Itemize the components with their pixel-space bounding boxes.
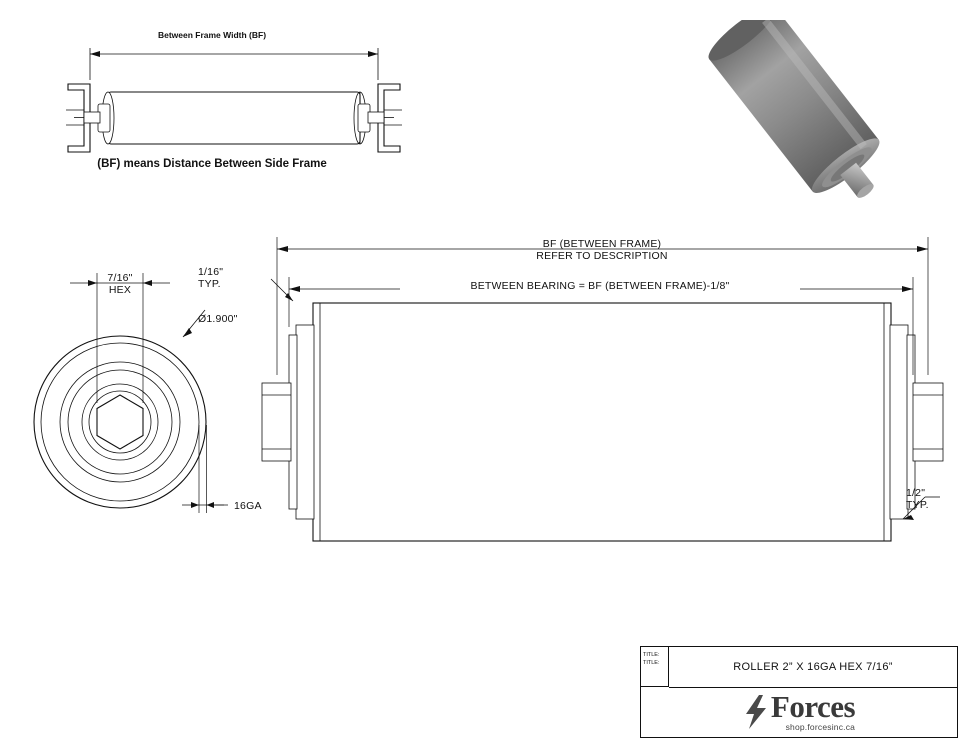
hex-dimension-text-line1: 7/16" [107, 272, 133, 284]
company-logo [641, 687, 957, 737]
typ-left-leader [271, 279, 293, 301]
between-bearing-dimension-text: BETWEEN BEARING = BF (BETWEEN FRAME)-1/8" [400, 280, 800, 292]
bf-caption: (BF) means Distance Between Side Frame [97, 158, 327, 170]
side-view [262, 303, 943, 541]
roller-3d-render [680, 20, 940, 220]
title-label-1: TITLE: [643, 652, 660, 658]
typ-left-text-line2: TYP. [198, 278, 221, 290]
hex-dimension-text-line2: HEX [108, 284, 132, 296]
lightning-bolt-icon [743, 695, 769, 729]
typ-right-text-line2: TYP. [906, 499, 929, 511]
bf-illustration-svg [22, 18, 402, 178]
end-view [34, 336, 206, 508]
title-block-label-cell [641, 647, 669, 687]
typ-right-text-line1: 1/2" [906, 487, 926, 499]
diameter-text: Ø1.900" [198, 313, 238, 325]
bf-dimension-text-line2: REFER TO DESCRIPTION [536, 250, 668, 262]
roller-3d-svg [680, 20, 940, 220]
typ-left-text-line1: 1/16" [198, 266, 224, 278]
between-frame-illustration [22, 18, 402, 178]
logo-website: shop.forcesinc.ca [785, 722, 856, 733]
bf-dimension-text-line1: BF (BETWEEN FRAME) [542, 238, 662, 250]
bf-dimension-label: Between Frame Width (BF) [157, 30, 267, 40]
title-label-2: TITLE: [643, 660, 660, 667]
part-title: ROLLER 2” X 16GA HEX 7/16” [669, 647, 957, 688]
logo-wordmark: Forces [770, 688, 856, 724]
gauge-text: 16GA [234, 500, 262, 512]
title-block [640, 646, 958, 738]
